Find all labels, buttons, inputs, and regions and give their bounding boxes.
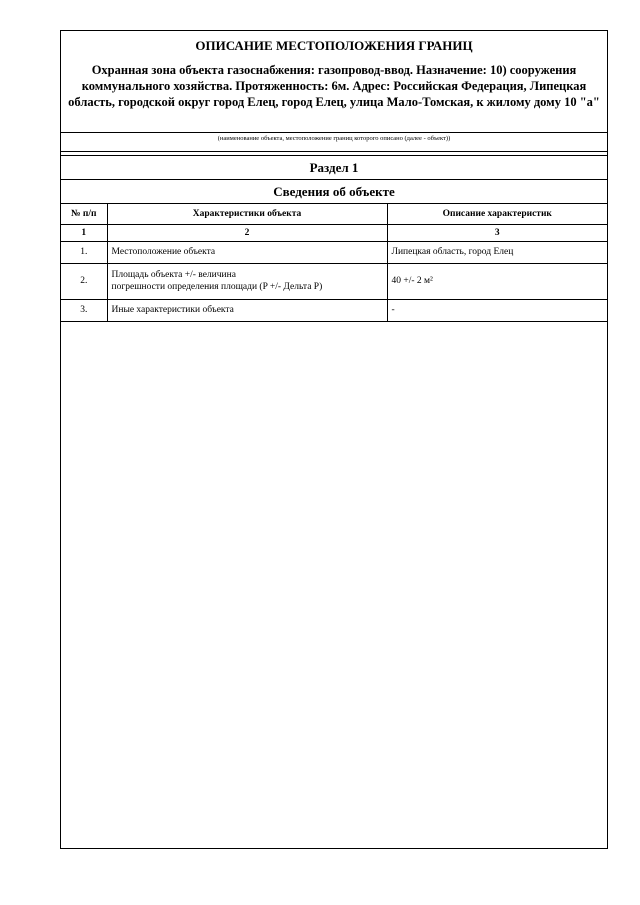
row-characteristic-line: Площадь объекта +/- величина <box>111 270 236 280</box>
column-number: 2 <box>107 224 387 241</box>
row-number: 1. <box>61 241 107 263</box>
table-row <box>61 299 607 321</box>
row-description: - <box>387 299 607 321</box>
column-number-row <box>61 224 607 241</box>
document-title: ОПИСАНИЕ МЕСТОПОЛОЖЕНИЯ ГРАНИЦ <box>195 38 473 53</box>
object-name: Охранная зона объекта газоснабжения: газопровод-ввод. Назначение: 10) сооружения коммунального хозяйства. Протяженность: 6м. Адрес: Российская Федерация, Липецкая область, городской округ город Елец, город Елец, улица Мало-Томская, к жилому дому 10 "а" <box>68 63 600 109</box>
document-frame <box>60 30 608 849</box>
row-characteristic-line: погрешности определения площади (P +/- Дельта P) <box>111 282 323 292</box>
section-title: Раздел 1 <box>61 156 607 180</box>
document-header <box>61 31 607 133</box>
table-header-row <box>61 204 607 224</box>
section-subtitle: Сведения об объекте <box>61 180 607 204</box>
row-number: 3. <box>61 299 107 321</box>
column-header-number: № п/п <box>61 204 107 224</box>
column-number: 3 <box>387 224 607 241</box>
row-description: 40 +/- 2 м² <box>387 263 607 299</box>
row-number: 2. <box>61 263 107 299</box>
table-row <box>61 263 607 299</box>
column-header-description: Описание характеристик <box>387 204 607 224</box>
characteristics-table <box>61 204 607 322</box>
row-characteristic <box>107 263 387 299</box>
object-name-caption: (наименование объекта, местоположение границ которого описано (далее - объект)) <box>61 133 607 152</box>
column-number: 1 <box>61 224 107 241</box>
row-characteristic: Местоположение объекта <box>107 241 387 263</box>
row-description: Липецкая область, город Елец <box>387 241 607 263</box>
table-row <box>61 241 607 263</box>
column-header-characteristic: Характеристики объекта <box>107 204 387 224</box>
row-characteristic: Иные характеристики объекта <box>107 299 387 321</box>
